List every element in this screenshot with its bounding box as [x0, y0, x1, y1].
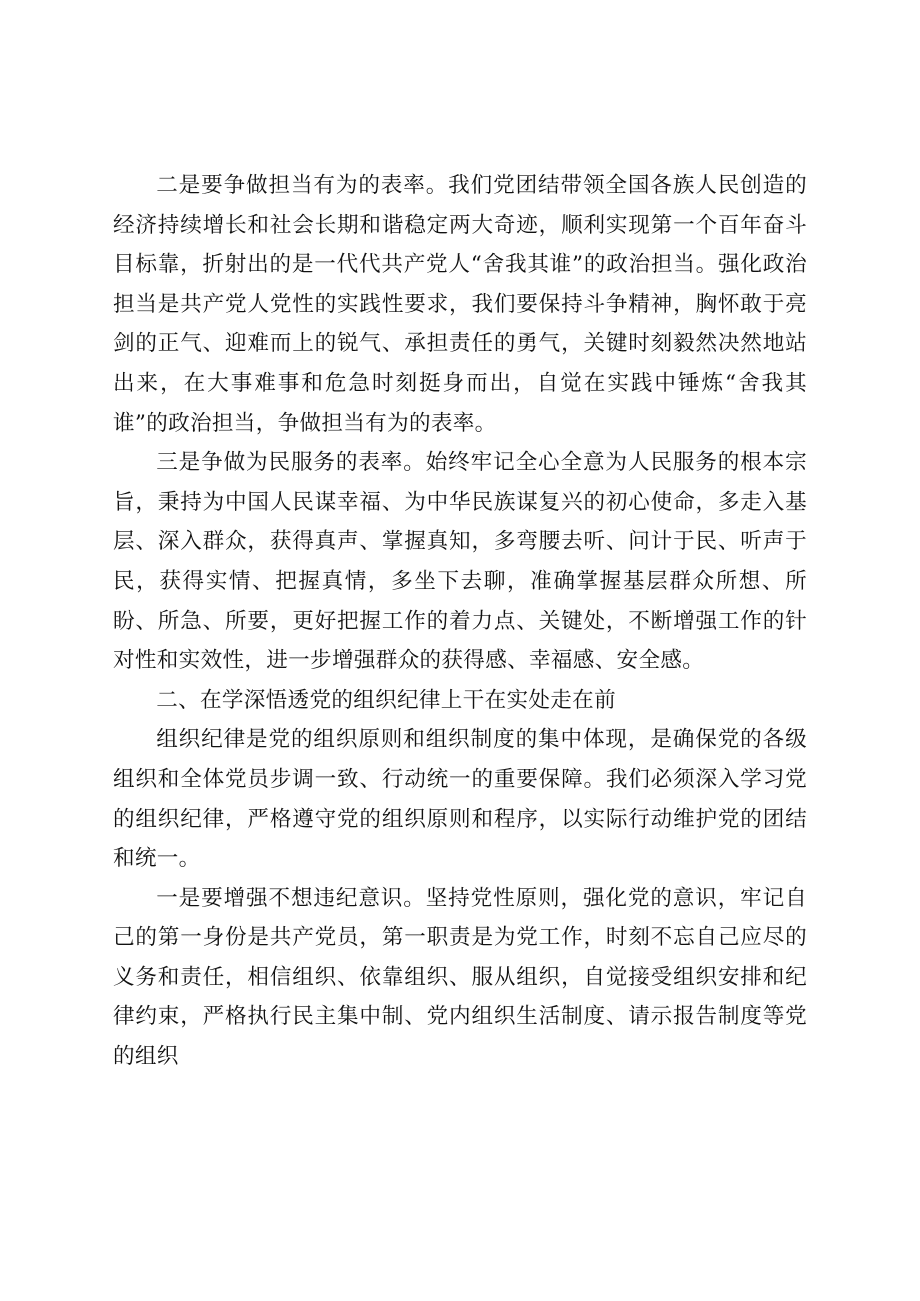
paragraph-serve-people: 三是争做为民服务的表率。始终牢记全心全意为人民服务的根本宗旨，秉持为中国人民谋幸福、为中华民族谋复兴的初心使命，多走入基层、深入群众，获得真声、掌握真知，多弯腰去听、问计于民、听声于民，获得实情、把握真情，多坐下去聊，准确掌握基层群众所想、所盼、所急、所要，更好把握工作的着力点、关键处，不断增强工作的针对性和实效性，进一步增强群众的获得感、幸福感、安全感。 — [113, 450, 807, 674]
section-heading-organizational-discipline: 二、在学深悟透党的组织纪律上干在实处走在前 — [156, 687, 616, 713]
paragraph-organizational-discipline-intro: 组织纪律是党的组织原则和组织制度的集中体现，是确保党的各级组织和全体党员步调一致、行动统一的重要保障。我们必须深入学习党的组织纪律，严格遵守党的组织原则和程序，以实际行动维护党的团结和统一。 — [113, 727, 807, 872]
paragraph-discipline-awareness: 一是要增强不想违纪意识。坚持党性原则，强化党的意识，牢记自己的第一身份是共产党员，第一职责是为党工作，时刻不忘自己应尽的义务和责任，相信组织、依靠组织、服从组织，自觉接受组织安排和纪律约束，严格执行民主集中制、党内组织生活制度、请示报告制度等党的组织 — [113, 885, 807, 1070]
document-body — [113, 166, 807, 1077]
paragraph-political-responsibility: 二是要争做担当有为的表率。我们党团结带领全国各族人民创造的经济持续增长和社会长期和谐稳定两大奇迹，顺利实现第一个百年奋斗目标靠，折射出的是一代代共产党人“舍我其谁”的政治担当。强化政治担当是共产党人党性的实践性要求，我们要保持斗争精神，胸怀敢于亮剑的正气、迎难而上的锐气、承担责任的勇气，关键时刻毅然决然地站出来，在大事难事和危急时刻挺身而出，自觉在实践中锤炼“舍我其谁”的政治担当，争做担当有为的表率。 — [113, 173, 807, 436]
